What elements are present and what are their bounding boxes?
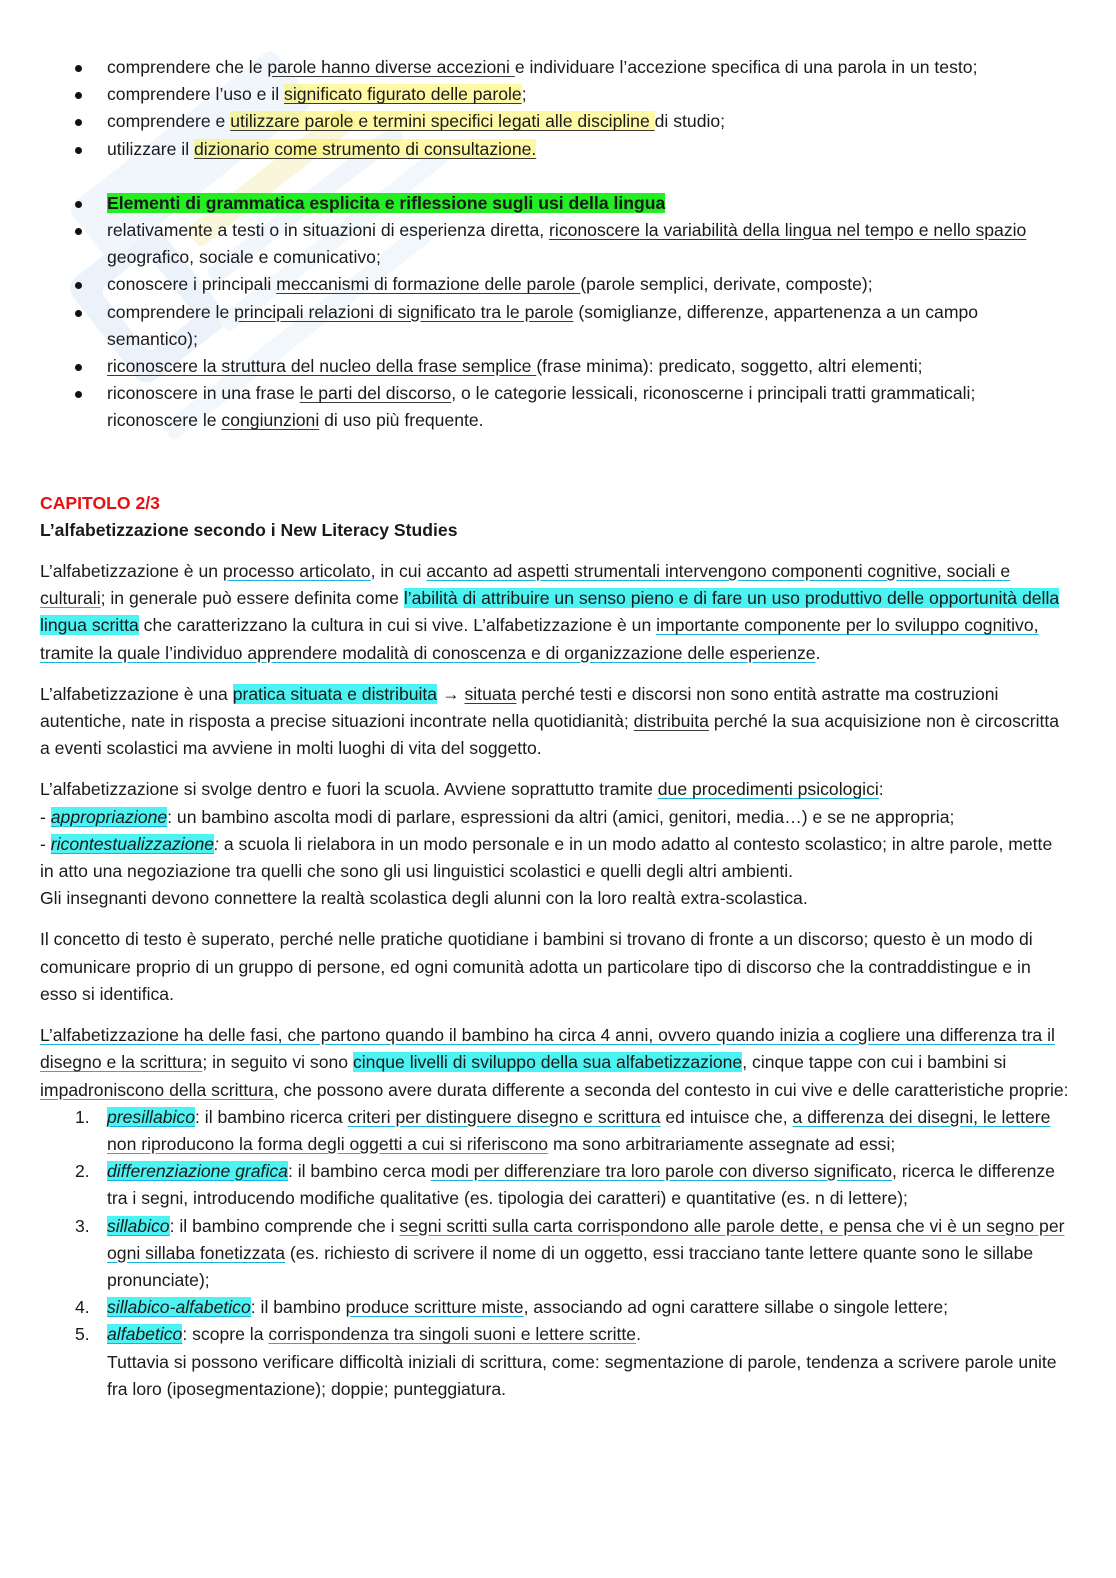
list-item: 2. differenziazione grafica: il bambino cerca modi per differenziare tra loro parole con diverso significato, ricerca le differenze tra i segni, introducendo modifiche qualitative (es. tipologia dei caratteri) e quantitative (es. n di lettere); [75,1161,1055,1209]
grammar-list [40,190,1070,435]
grammar-heading: Elementi di grammatica esplicita e riflessione sugli usi della lingua [107,192,666,213]
list-item: comprendere che le parole hanno diverse accezioni e individuare l’accezione specifica di una parola in un testo; [40,54,1070,81]
list-item: 5. alfabetico: scopre la corrispondenza tra singoli suoni e lettere scritte. Tuttavia si possono verificare difficoltà iniziali di scrittura, come: segmentazione di parole, tendenza a scrivere parole unite fra loro (iposegmentazione); doppie; punteggiatura. [75,1324,1057,1399]
paragraph-definition: L’alfabetizzazione è un processo articolato, in cui accanto ad aspetti strumentali intervengono componenti cognitive, sociali e culturali; in generale può essere definita come l’abilità di attribuire un senso pieno e di fare un uso produttivo delle opportunità della lingua scritta che caratterizzano la cultura in cui si vive. L’alfabetizzazione è un importante componente per lo sviluppo cognitivo, tramite la quale l’individuo apprendere modalità di conoscenza e di organizzazione delle esperienze. [40,561,1060,663]
list-item: conoscere i principali meccanismi di formazione delle parole (parole semplici, derivate, composte); [40,271,1070,298]
content [40,54,1070,1403]
stages-list [40,1104,1070,1403]
paragraph-situated: L’alfabetizzazione è una pratica situata e distribuita → situata perché testi e discorsi non sono entità astratte ma costruzioni autentiche, nate in risposta a precise situazioni incontrate nella quotidianità; distribuita perché la sua acquisizione non è circoscritta a eventi scolastici ma avviene in molti luoghi di vita del soggetto. [40,683,1060,759]
list-item: comprendere e utilizzare parole e termini specifici legati alle discipline di studio; [40,108,1070,135]
top-bullet-list [40,54,1070,163]
list-item: utilizzare il dizionario come strumento di consultazione. [40,136,1070,163]
list-item: riconoscere la struttura del nucleo della frase semplice (frase minima): predicato, soggetto, altri elementi; [40,353,1070,380]
list-item: comprendere l’uso e il significato figurato delle parole; [40,81,1070,108]
paragraph-procedures: L’alfabetizzazione si svolge dentro e fuori la scuola. Avviene soprattutto tramite due procedimenti psicologici: - appropriazione: un bambino ascolta modi di parlare, espressioni da altri (amici, genitori, media…) e se ne appropria; - ricontestualizzazione: a scuola li rielabora in un modo personale e in un modo adatto al contesto scolastico; in altre parole, mette in atto una negoziazione tra quelli che sono gli usi linguistici scolastici e quelli degli altri ambienti. Gli insegnanti devono connettere la realtà scolastica degli alunni con la loro realtà extra-scolastica. [40,779,1053,909]
list-item: comprendere le principali relazioni di significato tra le parole (somiglianze, differenze, appartenenza a un campo semantico); [40,299,1070,353]
list-item: 1. presillabico: il bambino ricerca criteri per distinguere disegno e scrittura ed intuisce che, a differenza dei disegni, le lettere non riproducono la forma degli oggetti a cui si riferiscono ma sono arbitrariamente assegnate ad essi; [75,1106,1051,1154]
grammar-heading-row [40,190,1070,217]
paragraph-discourse: Il concetto di testo è superato, perché nelle pratiche quotidiane i bambini si trovano di fronte a un discorso; questo è un modo di comunicare proprio di un gruppo di persone, ed ogni comunità adotta un particolare tipo di discorso che la contraddistingue e in esso si identifica. [40,929,1033,1004]
chapter-title: CAPITOLO 2/3 [40,492,160,513]
list-item: 4. sillabico-alfabetico: il bambino produce scritture miste, associando ad ogni carattere sillabe o singole lettere; [75,1297,949,1318]
stages-note: Tuttavia si possono verificare difficoltà iniziali di scrittura, come: segmentazione di parole, tendenza a scrivere parole unite fra loro (iposegmentazione); doppie; punteggiatura. [107,1351,1057,1399]
list-item: relativamente a testi o in situazioni di esperienza diretta, riconoscere la variabilità della lingua nel tempo e nello spazio geografico, sociale e comunicativo; [40,217,1070,271]
list-item: riconoscere in una frase le parti del discorso, o le categorie lessicali, riconoscerne i principali tratti grammaticali; riconoscere le congiunzioni di uso più frequente. [40,380,1070,434]
paragraph-phases: L’alfabetizzazione ha delle fasi, che partono quando il bambino ha circa 4 anni, ovvero quando inizia a cogliere una differenza tra il disegno e la scrittura; in seguito vi sono cinque livelli di sviluppo della sua alfabetizzazione, cinque tappe con cui i bambini si impadroniscono della scrittura, che possono avere durata differente a seconda del contesto in cui vive e delle caratteristiche proprie: [40,1025,1069,1100]
chapter-subtitle: L’alfabetizzazione secondo i New Literacy Studies [40,519,458,540]
list-item: 3. sillabico: il bambino comprende che i segni scritti sulla carta corrispondono alle parole dette, e pensa che vi è un segno per ogni sillaba fonetizzata (es. richiesto di scrivere il nome di un oggetto, essi tracciano tante lettere quante sono le sillabe pronunciate); [75,1215,1065,1290]
